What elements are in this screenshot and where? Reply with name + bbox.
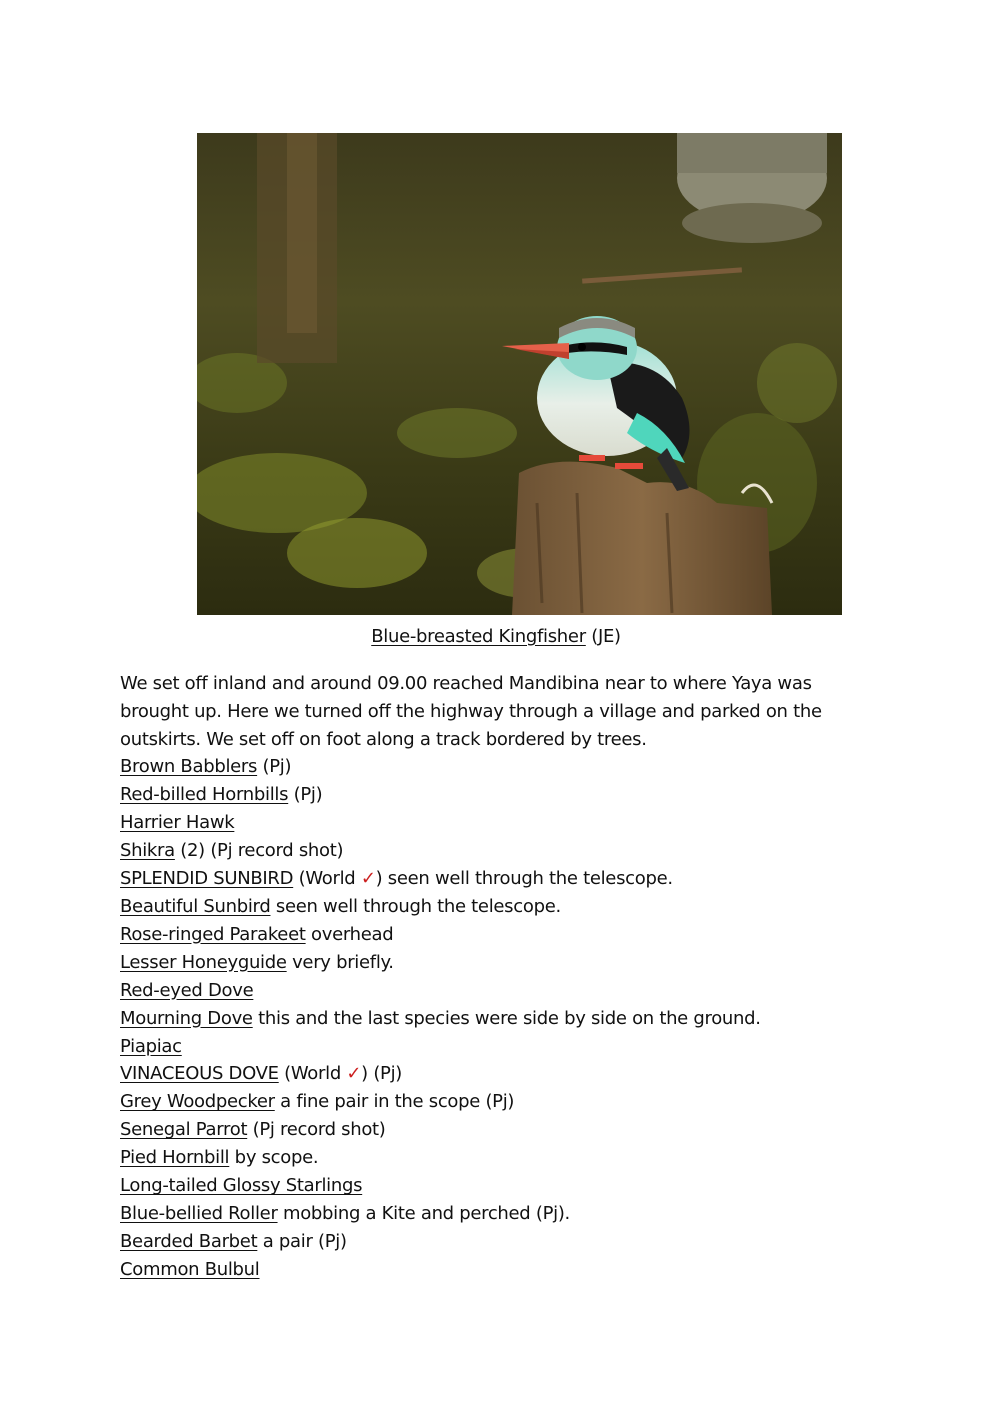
list-item [120,1005,880,1033]
list-item [120,1060,880,1088]
species-name: Red-eyed Dove [120,979,254,1001]
species-pre: (World [278,1063,347,1085]
species-name: Lesser Honeyguide [120,951,287,973]
list-item [120,837,880,865]
species-note: a pair (Pj) [257,1231,347,1253]
species-name: Brown Babblers [120,756,258,777]
species-name: Blue-bellied Roller [120,1203,278,1225]
species-note: overhead [305,923,394,945]
intro-paragraph: We set off inland and around 09.00 reached Mandibina near to where Yaya was brought up. Here we turned off the highway through a village and parked on the outskirts. We set off on foot along a track bordered by trees. [120,673,822,750]
photo-caption [0,625,992,649]
species-name: Shikra [120,839,175,861]
list-item [120,1172,880,1200]
species-name: VINACEOUS DOVE [120,1063,279,1085]
species-note: (Pj) [257,756,292,777]
species-note: (2) (Pj record shot) [174,839,344,861]
species-name: Senegal Parrot [120,1119,248,1141]
species-name: Grey Woodpecker [120,1091,275,1113]
list-item [120,977,880,1005]
species-name: SPLENDID SUNBIRD [120,867,294,889]
species-name: Bearded Barbet [120,1231,258,1253]
list-item [120,1088,880,1116]
species-note: a fine pair in the scope (Pj) [274,1091,515,1113]
species-note: mobbing a Kite and perched (Pj). [277,1203,570,1225]
species-pre: (World [293,867,361,889]
list-item [120,1144,880,1172]
species-list [120,753,880,1284]
species-name: Beautiful Sunbird [120,895,271,917]
species-name: Rose-ringed Parakeet [120,923,306,945]
checkmark-icon: ✓ [360,867,376,889]
list-item [120,781,880,809]
list-item [120,893,880,921]
species-name: Mourning Dove [120,1007,253,1029]
species-name: Long-tailed Glossy Starlings [120,1175,363,1197]
species-note: very briefly. [286,951,394,973]
list-item [120,1200,880,1228]
species-note: ) seen well through the telescope. [375,867,673,889]
species-note: (Pj record shot) [247,1119,386,1141]
kingfisher-photo-illustration [197,133,842,615]
list-item [120,949,880,977]
species-note: seen well through the telescope. [270,895,561,917]
species-note: by scope. [229,1147,319,1169]
species-name: Red-billed Hornbills [120,783,289,805]
checkmark-icon: ✓ [346,1063,362,1085]
species-name: Harrier Hawk [120,811,235,833]
list-item [120,1033,880,1061]
species-note: ) (Pj) [361,1063,403,1085]
species-note: (Pj) [288,783,323,805]
list-item [120,921,880,949]
species-name: Piapiac [120,1035,182,1057]
species-name: Pied Hornbill [120,1147,230,1169]
list-item [120,753,880,781]
caption-credit: (JE) [591,626,621,647]
species-note: this and the last species were side by side on the ground. [252,1007,761,1029]
list-item [120,1228,880,1256]
list-item [120,1256,880,1284]
kingfisher-photo [197,133,842,615]
list-item [120,1116,880,1144]
list-item [120,865,880,893]
caption-species: Blue-breasted Kingfisher [371,626,586,647]
list-item [120,809,880,837]
species-name: Common Bulbul [120,1259,260,1281]
